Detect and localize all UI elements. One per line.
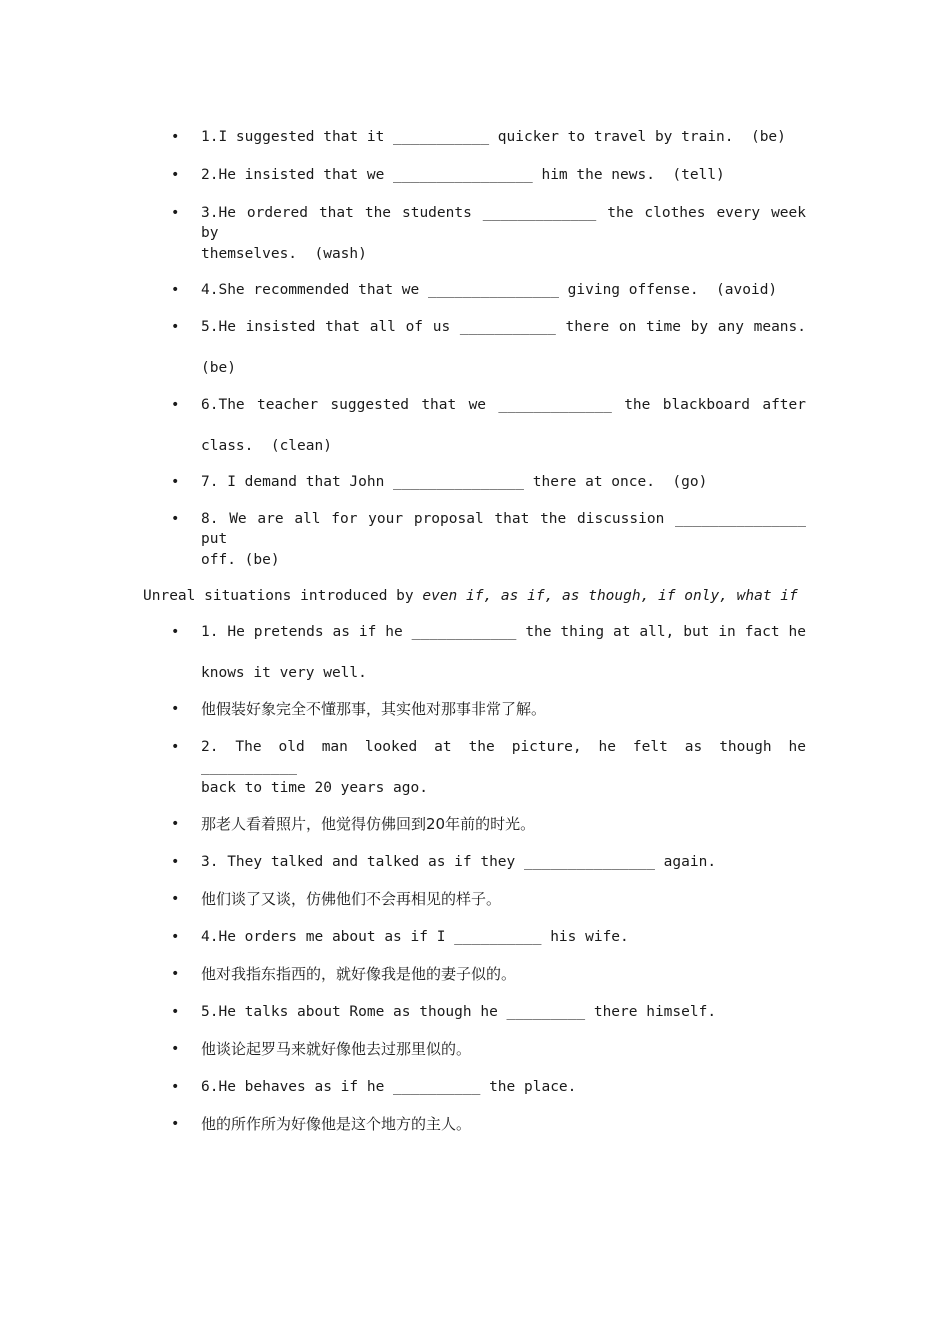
bullet: • [171, 1004, 180, 1020]
unreal-exercise-4: 4.He orders me about as if I __________ his wife. [201, 929, 629, 945]
unreal-exercise-2-cont: back to time 20 years ago. [201, 780, 428, 796]
bullet: • [171, 511, 180, 527]
bullet: • [171, 474, 180, 490]
bullet: • [171, 319, 180, 335]
exercise-3-cont: themselves. (wash) [201, 246, 367, 262]
bullet: • [171, 816, 180, 832]
unreal-exercise-1-cont: knows it very well. [201, 665, 367, 681]
bullet: • [171, 397, 180, 413]
translation-3: 他们谈了又谈，仿佛他们不会再相见的样子。 [201, 890, 502, 908]
bullet: • [171, 624, 180, 640]
bullet: • [171, 129, 180, 145]
bullet: • [171, 966, 180, 982]
bullet: • [171, 929, 180, 945]
bullet: • [171, 1079, 180, 1095]
bullet: • [171, 167, 180, 183]
translation-2: 那老人看着照片，他觉得仿佛回到20年前的时光。 [201, 815, 536, 833]
bullet: • [171, 205, 180, 221]
exercise-1: 1.I suggested that it ___________ quicker to travel by train. (be) [201, 129, 786, 145]
translation-4: 他对我指东指西的，就好像我是他的妻子似的。 [201, 965, 517, 983]
exercise-5-cont: (be) [201, 360, 236, 376]
unreal-exercise-3: 3. They talked and talked as if they _______________ again. [201, 854, 717, 870]
section-heading-conjunctions: even if, as if, as though, if only, what if [422, 588, 798, 604]
exercise-6: 6.The teacher suggested that we _____________ the blackboard after [201, 397, 806, 413]
unreal-exercise-2: 2. The old man looked at the picture, he felt as though he ___________ [201, 739, 806, 775]
exercise-4: 4.She recommended that we _______________ giving offense. (avoid) [201, 282, 778, 298]
translation-1: 他假装好象完全不懂那事，其实他对那事非常了解。 [201, 700, 547, 718]
unreal-exercise-5: 5.He talks about Rome as though he _________ there himself. [201, 1004, 717, 1020]
bullet: • [171, 1041, 180, 1057]
exercise-7: 7. I demand that John _______________ there at once. (go) [201, 474, 708, 490]
section-heading-prefix: Unreal situations introduced by [143, 588, 414, 604]
exercise-3: 3.He ordered that the students _____________ the clothes every week by [201, 205, 806, 241]
exercise-2: 2.He insisted that we ________________ him the news. (tell) [201, 167, 725, 183]
bullet: • [171, 1116, 180, 1132]
bullet: • [171, 891, 180, 907]
section-heading [143, 586, 798, 606]
exercise-5: 5.He insisted that all of us ___________ there on time by any means. [201, 319, 806, 335]
exercise-8: 8. We are all for your proposal that the discussion _______________ put [201, 511, 806, 547]
bullet: • [171, 282, 180, 298]
unreal-exercise-1: 1. He pretends as if he ____________ the thing at all, but in fact he [201, 624, 806, 640]
translation-6: 他的所作所为好像他是这个地方的主人。 [201, 1115, 472, 1133]
exercise-8-cont: off. (be) [201, 552, 280, 568]
bullet: • [171, 739, 180, 755]
translation-5: 他谈论起罗马来就好像他去过那里似的。 [201, 1040, 472, 1058]
bullet: • [171, 854, 180, 870]
bullet: • [171, 701, 180, 717]
exercise-6-cont: class. (clean) [201, 438, 332, 454]
unreal-exercise-6: 6.He behaves as if he __________ the place. [201, 1079, 577, 1095]
